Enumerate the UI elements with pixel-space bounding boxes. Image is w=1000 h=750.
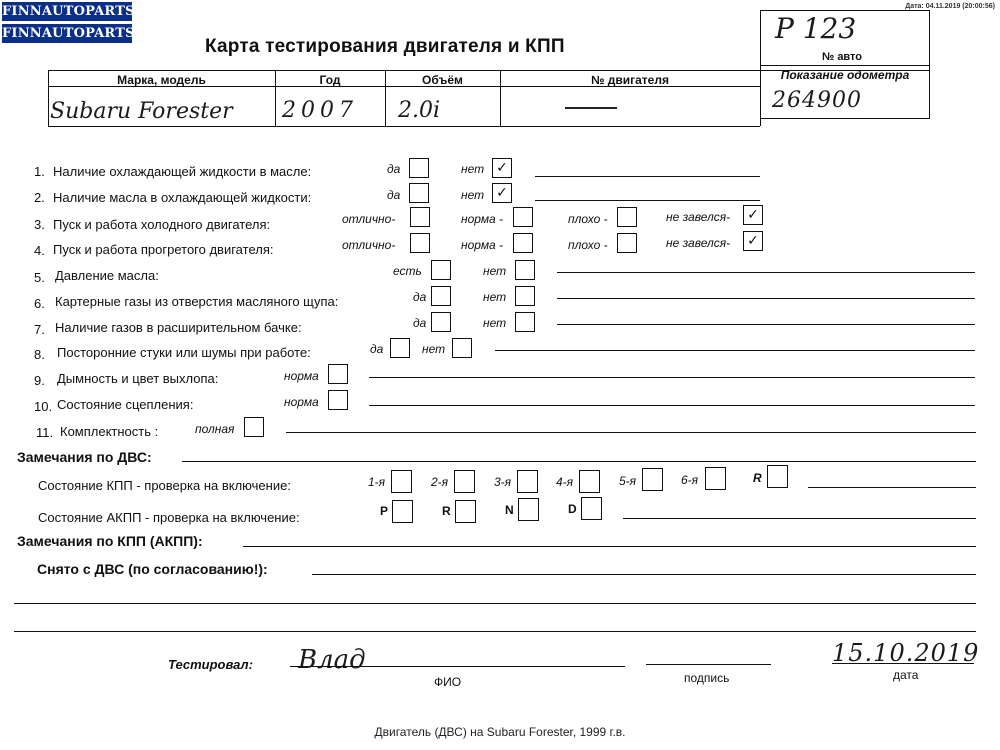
option-label: отлично- xyxy=(342,238,396,252)
checkbox-q9-normal[interactable] xyxy=(328,364,348,384)
auto-number-label: № авто xyxy=(822,51,863,63)
question-6-text: Картерные газы из отверстия масляного щупа: xyxy=(55,294,339,309)
question-6-number: 6. xyxy=(34,296,45,311)
option-label: есть xyxy=(393,264,422,278)
remarks-engine-line xyxy=(182,461,976,462)
auto-number-value: P 123 xyxy=(775,12,857,45)
option-label: норма xyxy=(284,369,319,383)
page-title: Карта тестирования двигателя и КПП xyxy=(205,36,565,57)
checkbox-gear-neutral[interactable] xyxy=(518,498,539,521)
checkbox-q1-yes[interactable] xyxy=(409,158,429,178)
option-label: полная xyxy=(195,422,235,436)
header-year: Год xyxy=(319,73,341,87)
checkbox-gear-akpp-reverse[interactable] xyxy=(455,500,476,523)
question-10-text: Состояние сцепления: xyxy=(57,397,194,412)
remarks-kpp-label: Замечания по КПП (АКПП): xyxy=(17,533,203,549)
akpp-check-label: Состояние АКПП - проверка на включение: xyxy=(38,510,300,525)
checkbox-q7-yes[interactable] xyxy=(431,312,451,332)
checkbox-q11-complete[interactable] xyxy=(244,417,264,437)
date-line xyxy=(832,663,974,664)
question-1-text: Наличие охлаждающей жидкости в масле: xyxy=(53,164,312,179)
option-label: да xyxy=(387,162,401,176)
removed-line-3 xyxy=(14,631,976,632)
option-label: нет xyxy=(483,316,507,330)
value-odometer: 264900 xyxy=(772,88,862,113)
option-label: норма xyxy=(284,395,319,409)
date-handwritten: 15.10.2019 xyxy=(832,639,980,667)
checkbox-q4-excellent[interactable] xyxy=(410,233,430,253)
kpp-notes-line xyxy=(808,487,976,488)
removed-line-2 xyxy=(14,603,976,604)
remarks-engine-label: Замечания по ДВС: xyxy=(17,449,152,465)
tested-by-label: Тестировал: xyxy=(168,657,253,672)
question-7-text: Наличие газов в расширительном бачке: xyxy=(55,320,302,335)
option-label: норма - xyxy=(461,238,504,252)
gear-label: N xyxy=(505,503,514,517)
option-label: да xyxy=(413,290,427,304)
option-label: плохо - xyxy=(568,212,608,226)
notes-line xyxy=(495,350,975,351)
signature-label: подпись xyxy=(684,671,730,685)
option-label: не завелся- xyxy=(666,210,731,224)
checkbox-q5-yes[interactable] xyxy=(431,260,451,280)
option-label: норма - xyxy=(461,212,504,226)
checkbox-gear-2[interactable] xyxy=(454,470,475,493)
checkbox-q8-no[interactable] xyxy=(452,338,472,358)
kpp-check-label: Состояние КПП - проверка на включение: xyxy=(38,478,291,493)
checkbox-q6-no[interactable] xyxy=(515,286,535,306)
gear-label: 6-я xyxy=(681,473,699,487)
gear-label: 4-я xyxy=(556,475,574,489)
checkbox-q7-no[interactable] xyxy=(515,312,535,332)
option-label: нет xyxy=(461,188,485,202)
gear-label: D xyxy=(568,502,577,516)
fio-label: ФИО xyxy=(434,675,462,689)
question-2-number: 2. xyxy=(34,190,45,205)
watermark-logo-bottom: FINNAUTOPARTS xyxy=(2,26,135,41)
header-engine-number: № двигателя xyxy=(591,73,669,87)
notes-line xyxy=(286,432,976,433)
checkbox-gear-4[interactable] xyxy=(579,470,600,493)
gear-label: 5-я xyxy=(619,474,637,488)
checkbox-q2-yes[interactable] xyxy=(409,183,429,203)
question-7-number: 7. xyxy=(34,322,45,337)
notes-line xyxy=(557,272,975,273)
question-3-text: Пуск и работа холодного двигателя: xyxy=(53,217,271,232)
removed-label: Снято с ДВС (по согласованию!): xyxy=(37,561,268,577)
checkbox-gear-3[interactable] xyxy=(517,470,538,493)
akpp-notes-line xyxy=(623,518,976,519)
checkbox-gear-reverse[interactable] xyxy=(767,465,788,488)
option-label: да xyxy=(387,188,401,202)
notes-line xyxy=(369,377,975,378)
option-label: нет xyxy=(461,162,485,176)
checkbox-q1-no[interactable]: ✓ xyxy=(492,158,512,178)
value-make-model: Subaru Forester xyxy=(50,99,233,124)
fio-line xyxy=(290,666,625,667)
gear-label: 3-я xyxy=(494,475,512,489)
checkbox-q5-no[interactable] xyxy=(515,260,535,280)
option-label: да xyxy=(370,342,384,356)
image-caption: Двигатель (ДВС) на Subaru Forester, 1999 г.в. xyxy=(374,725,626,739)
checkbox-q4-normal[interactable] xyxy=(513,233,533,253)
gear-label: R xyxy=(753,471,762,485)
option-label: не завелся- xyxy=(666,236,731,250)
gear-label: 2-я xyxy=(431,475,449,489)
checkbox-gear-5[interactable] xyxy=(642,468,663,491)
checkbox-q3-normal[interactable] xyxy=(513,207,533,227)
checkbox-gear-drive[interactable] xyxy=(581,497,602,520)
value-year: 2007 xyxy=(282,98,358,123)
option-label: отлично- xyxy=(342,212,396,226)
question-1-number: 1. xyxy=(34,164,45,179)
question-9-text: Дымность и цвет выхлопа: xyxy=(57,371,219,386)
question-5-number: 5. xyxy=(34,270,45,285)
header-volume: Объём xyxy=(422,73,463,87)
checkbox-q3-not-started[interactable]: ✓ xyxy=(743,205,763,225)
option-label: да xyxy=(413,316,427,330)
header-make-model: Марка, модель xyxy=(117,73,206,87)
engine-number-dash xyxy=(565,107,617,109)
notes-line xyxy=(535,176,760,177)
question-3-number: 3. xyxy=(34,217,45,232)
checkbox-q2-no[interactable]: ✓ xyxy=(492,183,512,203)
question-4-text: Пуск и работа прогретого двигателя: xyxy=(53,242,274,257)
date-stamp: Дата: 04.11.2019 (20:00:56) xyxy=(905,3,995,10)
checkbox-q4-bad[interactable] xyxy=(617,233,637,253)
checkbox-gear-park[interactable] xyxy=(392,500,413,523)
checkbox-gear-1[interactable] xyxy=(391,470,412,493)
option-label: нет xyxy=(483,264,507,278)
question-8-number: 8. xyxy=(34,347,45,362)
checkbox-q3-bad[interactable] xyxy=(617,207,637,227)
question-9-number: 9. xyxy=(34,373,45,388)
option-label: нет xyxy=(483,290,507,304)
notes-line xyxy=(557,298,975,299)
value-volume: 2.0i xyxy=(398,98,441,123)
question-4-number: 4. xyxy=(34,243,45,258)
checkbox-q6-yes[interactable] xyxy=(431,286,451,306)
checkbox-q3-excellent[interactable] xyxy=(410,207,430,227)
gear-label: 1-я xyxy=(368,475,386,489)
option-label: плохо - xyxy=(568,238,608,252)
gear-label: R xyxy=(442,504,451,518)
removed-line xyxy=(312,574,976,575)
notes-line xyxy=(535,200,760,201)
checkbox-q8-yes[interactable] xyxy=(390,338,410,358)
question-8-text: Посторонние стуки или шумы при работе: xyxy=(57,345,311,360)
gear-label: P xyxy=(380,504,389,518)
question-11-number: 11. xyxy=(36,425,54,440)
notes-line xyxy=(557,324,975,325)
tester-name-handwritten: Влад xyxy=(298,645,366,675)
question-11-text: Комплектность : xyxy=(60,424,159,439)
table-bottom-border xyxy=(48,126,760,127)
question-5-text: Давление масла: xyxy=(55,268,159,283)
notes-line xyxy=(369,405,975,406)
header-odometer: Показание одометра xyxy=(780,68,910,82)
question-10-number: 10. xyxy=(34,399,53,414)
odometer-bottom-border xyxy=(760,118,930,119)
remarks-kpp-line xyxy=(243,546,976,547)
signature-line xyxy=(646,664,771,665)
question-2-text: Наличие масла в охлаждающей жидкости: xyxy=(53,190,312,205)
checkbox-q10-normal[interactable] xyxy=(328,390,348,410)
checkbox-gear-6[interactable] xyxy=(705,467,726,490)
option-label: нет xyxy=(422,342,446,356)
checkbox-q4-not-started[interactable]: ✓ xyxy=(743,231,763,251)
watermark-logo-top: FINNAUTOPARTS xyxy=(2,4,135,19)
date-label: дата xyxy=(893,668,919,682)
